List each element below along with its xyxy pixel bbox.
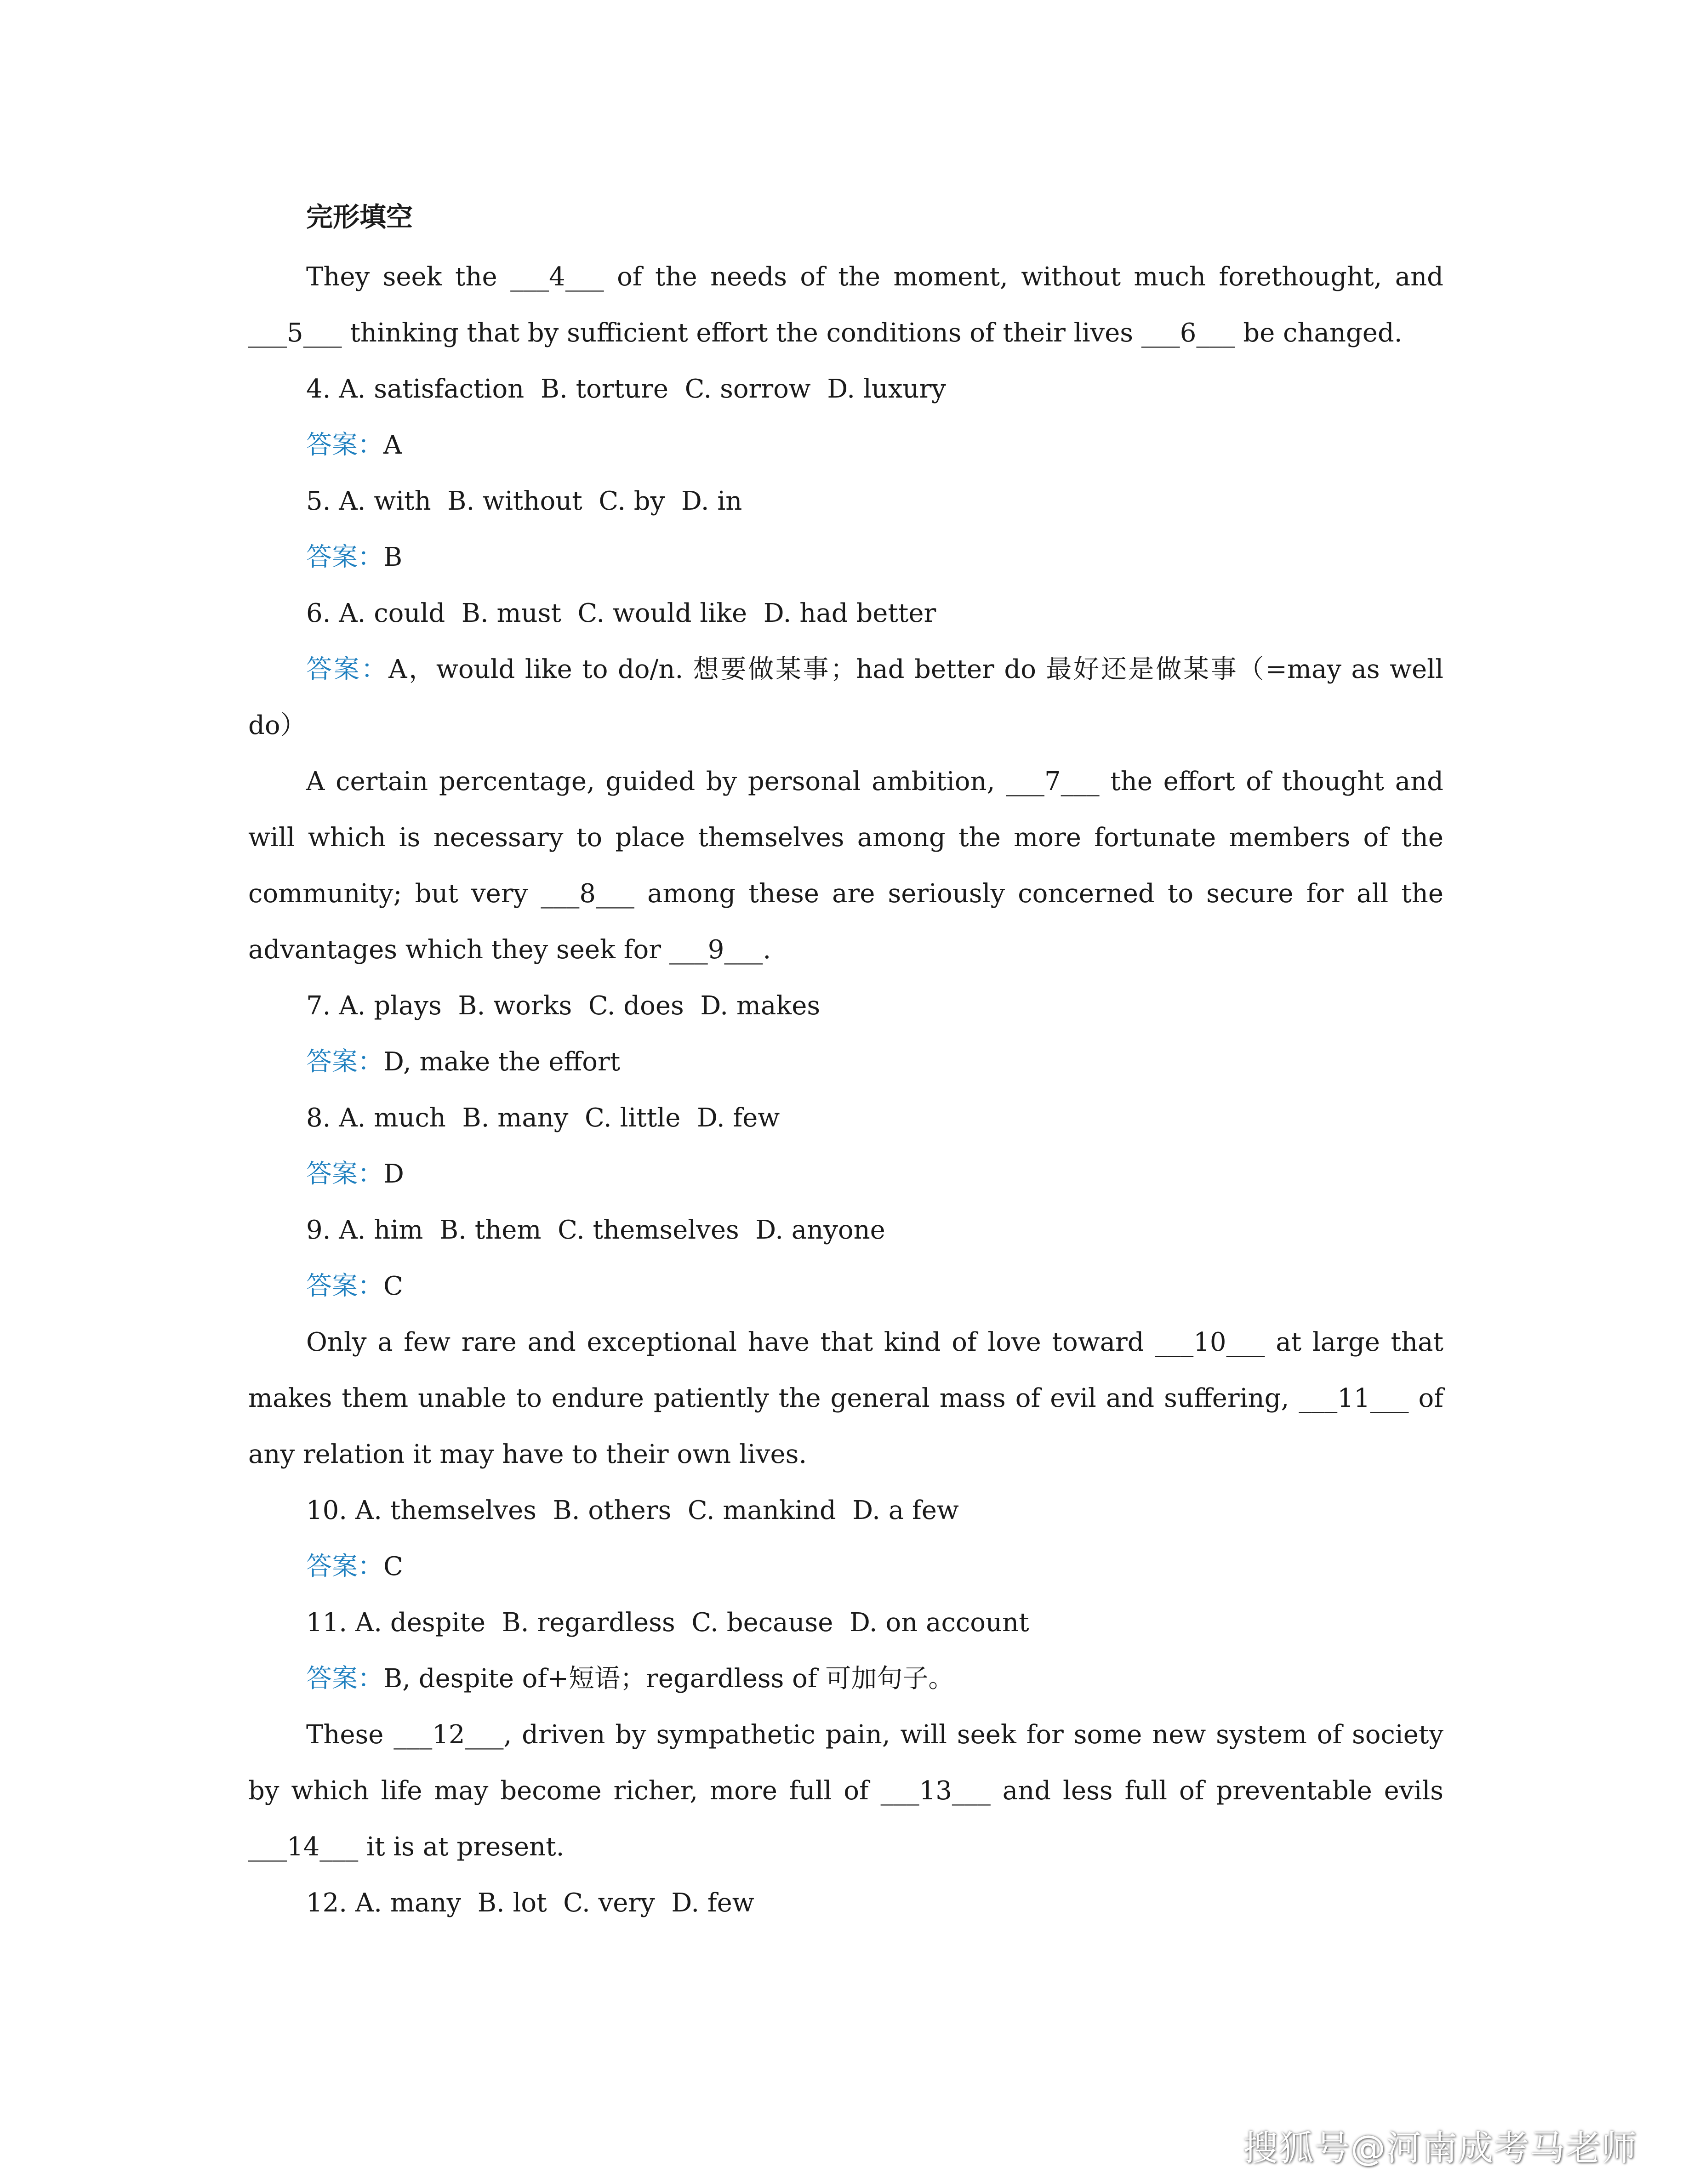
answer-label: 答案：: [306, 654, 389, 684]
answer-label: 答案：: [306, 1047, 383, 1077]
passage-paragraph: A certain percentage, guided by personal ambition, ___7___ the effort of thought and will which is necessary to place themselves among the more fortunate members of the community; but very ___8___ among these are seriously concerned to secure for all the advantages which they seek for ___9___.: [248, 767, 1443, 965]
passage-paragraph: These ___12___, driven by sympathetic pain, will seek for some new system of society by which life may become richer, more full of ___13___ and less full of preventable evils ___14___ it is at present.: [248, 1720, 1443, 1862]
answer-line: [248, 1146, 1443, 1202]
passage-paragraph: Only a few rare and exceptional have that kind of love toward ___10___ at large that makes them unable to endure patiently the general mass of evil and suffering, ___11___ of any relation it may have to their own lives.: [248, 1327, 1443, 1469]
answer-text: C: [383, 1271, 403, 1301]
watermark: 搜狐号@河南成考马老师: [1243, 2127, 1637, 2168]
answer-label: 答案：: [306, 430, 383, 460]
answer-text: D: [383, 1159, 404, 1189]
answer-text: A，would like to do/n. 想要做某事；had better do 最好还是做某事（=may as well do）: [248, 654, 1444, 740]
answer-text: B, despite of+短语；regardless of 可加句子。: [383, 1664, 954, 1694]
passage-paragraph: They seek the ___4___ of the needs of the moment, without much forethought, and ___5___ thinking that by sufficient effort the conditions of their lives ___6___ be changed.: [248, 262, 1443, 348]
question-options: 11. A. despite B. regardless C. because D. on account: [306, 1608, 1029, 1638]
document-page: [248, 193, 1443, 1931]
question-options: 9. A. him B. them C. themselves D. anyone: [306, 1215, 885, 1245]
question-options: 10. A. themselves B. others C. mankind D. a few: [306, 1496, 959, 1525]
answer-text: A: [383, 430, 402, 460]
answer-line: [248, 1034, 1443, 1090]
answer-label: 答案：: [306, 1552, 383, 1581]
answer-label: 答案：: [306, 1159, 383, 1189]
answer-label: 答案：: [306, 1664, 383, 1694]
answer-text: C: [383, 1552, 403, 1581]
question-options: 12. A. many B. lot C. very D. few: [306, 1888, 754, 1918]
question-options: 8. A. much B. many C. little D. few: [306, 1103, 780, 1133]
answer-line: [248, 642, 1443, 754]
answer-line: [248, 529, 1443, 586]
document-body: [248, 249, 1443, 1931]
section-heading: 完形填空: [306, 201, 413, 233]
answer-text: D, make the effort: [383, 1047, 621, 1077]
answer-line: [248, 417, 1443, 473]
question-options: 6. A. could B. must C. would like D. had better: [306, 598, 936, 628]
question-options: 4. A. satisfaction B. torture C. sorrow D. luxury: [306, 374, 946, 404]
answer-line: [248, 1651, 1443, 1707]
answer-label: 答案：: [306, 1271, 383, 1301]
question-options: 5. A. with B. without C. by D. in: [306, 486, 742, 516]
answer-label: 答案：: [306, 542, 383, 572]
answer-line: [248, 1258, 1443, 1314]
question-options: 7. A. plays B. works C. does D. makes: [306, 991, 821, 1021]
answer-text: B: [383, 542, 403, 572]
answer-line: [248, 1539, 1443, 1595]
